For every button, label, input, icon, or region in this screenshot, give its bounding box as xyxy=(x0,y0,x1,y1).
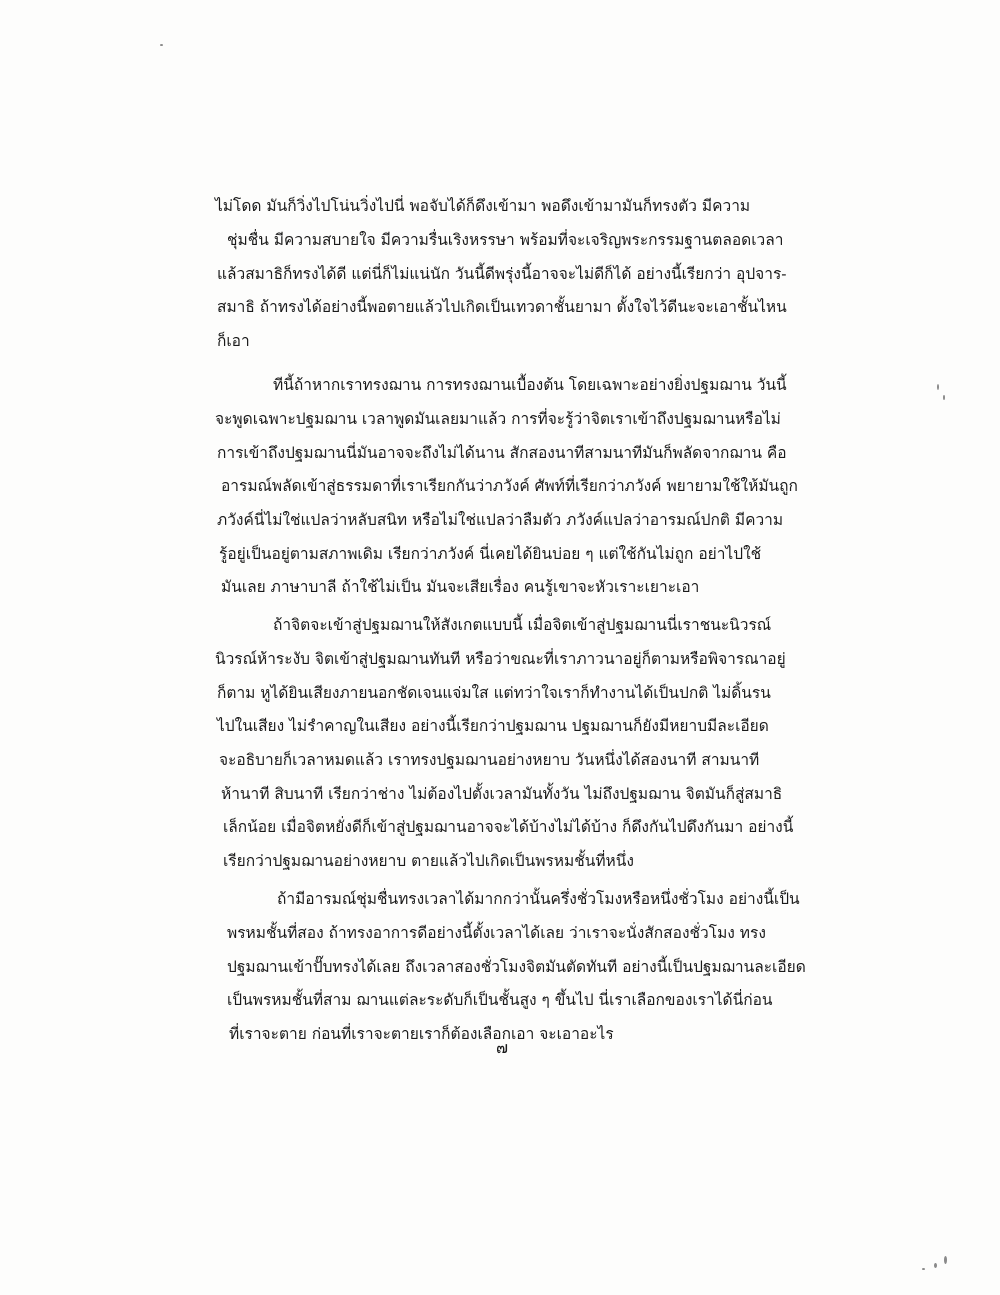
text-line: นิวรณ์ห้าระงับ จิตเข้าสู่ปฐมฌานทันที หรือว่าขณะที่เราภาวนาอยู่ก็ตามหรือพิจารณาอยู่ xyxy=(215,650,786,668)
text-line: ก็เอา xyxy=(217,332,250,350)
scan-speck xyxy=(944,1256,947,1264)
text-line: ทีนี้ถ้าหากเราทรงฌาน การทรงฌานเบื้องต้น โดยเฉพาะอย่างยิ่งปฐมฌาน วันนี้ xyxy=(273,376,787,394)
text-line: ก็ตาม หูได้ยินเสียงภายนอกชัดเจนแจ่มใส แต่ทว่าใจเราก็ทำงานได้เป็นปกติ ไม่ดิ้นรน xyxy=(217,684,771,702)
text-line: จะพูดเฉพาะปฐมฌาน เวลาพูดมันเลยมาแล้ว การที่จะรู้ว่าจิตเราเข้าถึงปฐมฌานหรือไม่ xyxy=(215,410,781,428)
text-line: รู้อยู่เป็นอยู่ตามสภาพเดิม เรียกว่าภวังค์ นี่เคยได้ยินบ่อย ๆ แต่ใช้กันไม่ถูก อย่าไปใช้ xyxy=(219,545,762,563)
scan-speck xyxy=(943,395,945,400)
scan-speck xyxy=(160,44,163,46)
text-line: มันเลย ภาษาบาลี ถ้าใช้ไม่เป็น มันจะเสียเรื่อง คนรู้เขาจะหัวเราะเยาะเอา xyxy=(221,578,700,596)
text-line: ภวังค์นี่ไม่ใช่แปลว่าหลับสนิท หรือไม่ใช่แปลว่าลืมตัว ภวังค์แปลว่าอารมณ์ปกติ มีความ xyxy=(217,511,784,529)
text-line: ที่เราจะตาย ก่อนที่เราจะตายเราก็ต้องเลือกเอา จะเอาอะไร xyxy=(229,1025,614,1043)
text-line: ถ้ามีอารมณ์ชุ่มชื่นทรงเวลาได้มากกว่านั้นครึ่งชั่วโมงหรือหนึ่งชั่วโมง อย่างนี้เป็น xyxy=(277,890,800,908)
text-line: ไม่โดด มันก็วิ่งไปโน่นวิ่งไปนี่ พอจับได้ก็ดึงเข้ามา พอดึงเข้ามามันก็ทรงตัว มีความ xyxy=(215,197,751,215)
text-line: สมาธิ ถ้าทรงได้อย่างนี้พอตายแล้วไปเกิดเป็นเทวดาชั้นยามา ตั้งใจไว้ดีนะจะเอาชั้นไหน xyxy=(217,298,787,316)
text-line: การเข้าถึงปฐมฌานนี่มันอาจจะถึงไม่ได้นาน สักสองนาทีสามนาทีมันก็พลัดจากฌาน คือ xyxy=(217,444,787,462)
text-line: เรียกว่าปฐมฌานอย่างหยาบ ตายแล้วไปเกิดเป็นพรหมชั้นที่หนึ่ง xyxy=(223,852,634,870)
text-line: ปฐมฌานเข้าปั๊บทรงได้เลย ถึงเวลาสองชั่วโมงจิตมันตัดทันที อย่างนี้เป็นปฐมฌานละเอียด xyxy=(227,958,806,976)
text-line: ไปในเสียง ไม่รำคาญในเสียง อย่างนี้เรียกว่าปฐมฌาน ปฐมฌานก็ยังมีหยาบมีละเอียด xyxy=(217,717,769,735)
text-line: เป็นพรหมชั้นที่สาม ฌานแต่ละระดับก็เป็นชั้นสูง ๆ ขึ้นไป นี่เราเลือกของเราได้นี่ก่อน xyxy=(227,991,773,1009)
page-number: ๗ xyxy=(496,1038,509,1057)
text-line: เล็กน้อย เมื่อจิตหยั่งดีก็เข้าสู่ปฐมฌานอาจจะได้บ้างไม่ได้บ้าง ก็ดึงกันไปดึงกันมา อย่างนี้ xyxy=(223,818,794,836)
text-line: แล้วสมาธิก็ทรงได้ดี แต่นี่ก็ไม่แน่นัก วันนี้ดีพรุ่งนี้อาจจะไม่ดีก็ได้ อย่างนี้เรียกว่า อุปจาร- xyxy=(217,265,787,283)
text-line: ห้านาที สิบนาที เรียกว่าช่าง ไม่ต้องไปตั้งเวลามันทั้งวัน ไม่ถึงปฐมฌาน จิตมันก็สู่สมาธิ xyxy=(221,785,783,803)
scan-speck xyxy=(922,1268,925,1270)
scan-speck xyxy=(934,1263,937,1268)
text-line: อารมณ์พลัดเข้าสู่ธรรมดาที่เราเรียกกันว่าภวังค์ ศัพท์ที่เรียกว่าภวังค์ พยายามใช้ให้มันถูก xyxy=(221,477,798,495)
text-line: จะอธิบายก็เวลาหมดแล้ว เราทรงปฐมฌานอย่างหยาบ วันหนึ่งได้สองนาที สามนาที xyxy=(219,751,760,769)
scan-speck xyxy=(937,384,939,390)
text-line: พรหมชั้นที่สอง ถ้าทรงอาการดีอย่างนี้ตั้งเวลาได้เลย ว่าเราจะนั่งสักสองชั่วโมง ทรง xyxy=(227,924,766,942)
text-line: ถ้าจิตจะเข้าสู่ปฐมฌานให้สังเกตแบบนี้ เมื่อจิตเข้าสู่ปฐมฌานนี่เราชนะนิวรณ์ xyxy=(273,616,772,634)
text-line: ชุ่มชื่น มีความสบายใจ มีความรื่นเริงหรรษา พร้อมที่จะเจริญพระกรรมฐานตลอดเวลา xyxy=(227,231,784,249)
